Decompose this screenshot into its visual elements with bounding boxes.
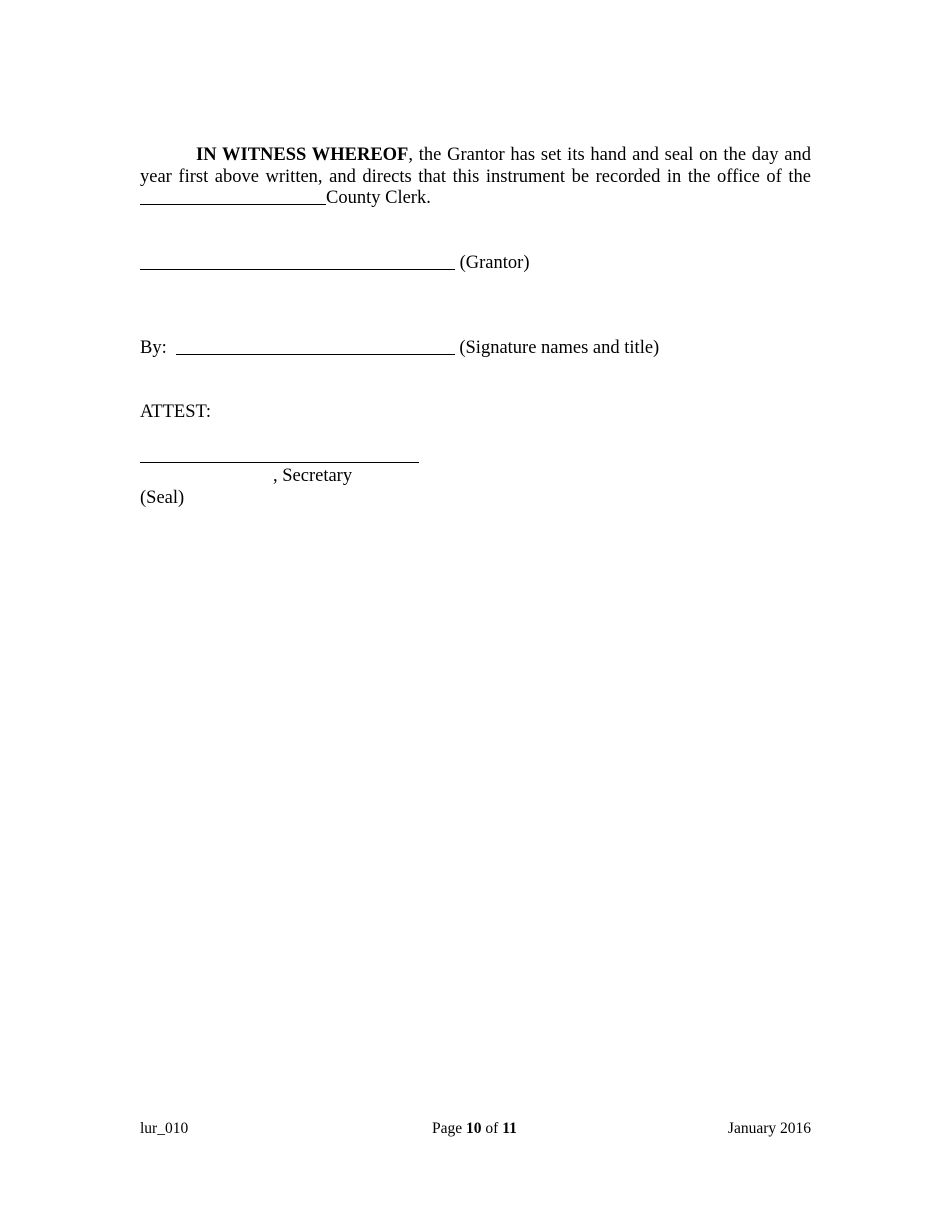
witness-heading: IN WITNESS WHEREOF <box>196 145 409 165</box>
grantor-line <box>140 253 529 274</box>
county-blank[interactable] <box>140 188 326 205</box>
grantor-signature-blank[interactable] <box>140 253 455 270</box>
secretary-label: , Secretary <box>273 466 353 486</box>
secretary-signature-blank[interactable] <box>140 446 419 463</box>
seal-label: (Seal) <box>140 488 185 508</box>
witness-paragraph <box>140 145 811 210</box>
attest-label: ATTEST: <box>140 402 212 422</box>
footer-date: January 2016 <box>727 1120 811 1137</box>
page-total: 11 <box>502 1120 517 1137</box>
attest-line <box>140 446 419 467</box>
page-current: 10 <box>466 1120 482 1137</box>
county-clerk-text: County Clerk. <box>326 188 431 208</box>
grantor-label: (Grantor) <box>459 253 530 273</box>
page-of: of <box>485 1120 499 1137</box>
by-label: By: <box>140 338 167 358</box>
signature-label: (Signature names and title) <box>459 338 660 358</box>
page-prefix: Page <box>432 1120 463 1137</box>
witness-text: , the Grantor has set its hand and seal on the day and year first above written, and directs that this instrument be recorded in the office of the <box>140 145 811 187</box>
by-line <box>140 338 659 359</box>
by-signature-blank[interactable] <box>176 338 455 355</box>
footer-doc-id: lur_010 <box>140 1120 189 1137</box>
footer-page-number <box>432 1120 517 1138</box>
